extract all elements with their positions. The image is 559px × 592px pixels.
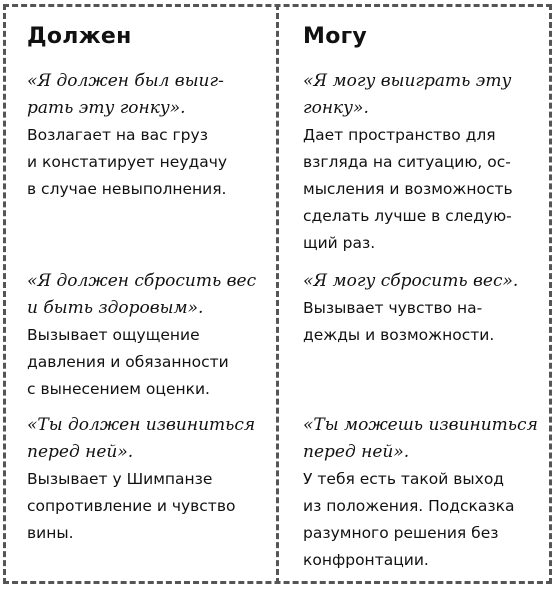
- entry-quote: «Я должен был выиг- рать эту гонку».: [27, 71, 224, 118]
- entry-description: Вызывает чувство на- дежды и возможности.: [303, 299, 495, 344]
- entry-description: У тебя есть такой выход из положения. Подсказка разумного решения без конфронтации.: [303, 470, 515, 569]
- entry-dolzhen-3: [27, 412, 267, 547]
- entry-quote: «Я могу выиграть эту гонку».: [303, 71, 512, 118]
- entry-mogu-1: [303, 68, 543, 257]
- column-heading-dolzhen: Должен: [27, 24, 132, 49]
- column-mogu: [279, 4, 552, 584]
- column-dolzhen: [3, 4, 276, 584]
- entry-quote: «Я могу сбросить вес».: [303, 271, 519, 291]
- entry-description: Возлагает на вас груз и констатирует неудачу в случае невыполнения.: [27, 126, 228, 198]
- entry-description: Вызывает у Шимпанзе сопротивление и чувство вины.: [27, 470, 236, 542]
- entry-dolzhen-2: [27, 268, 267, 403]
- entry-description: Дает пространство для взгляда на ситуацию, ос- мысления и возможность сделать лучше в следую- щий раз.: [303, 126, 513, 252]
- entry-quote: «Ты можешь извиниться перед ней».: [303, 415, 538, 462]
- entry-quote: «Ты должен извиниться перед ней».: [27, 415, 256, 462]
- entry-mogu-2: [303, 268, 543, 349]
- column-heading-mogu: Могу: [303, 24, 368, 49]
- entry-quote: «Я должен сбросить вес и быть здоровым».: [27, 271, 257, 318]
- entry-description: Вызывает ощущение давления и обязанности с вынесением оценки.: [27, 326, 229, 398]
- entry-dolzhen-1: [27, 68, 267, 203]
- entry-mogu-3: [303, 412, 543, 574]
